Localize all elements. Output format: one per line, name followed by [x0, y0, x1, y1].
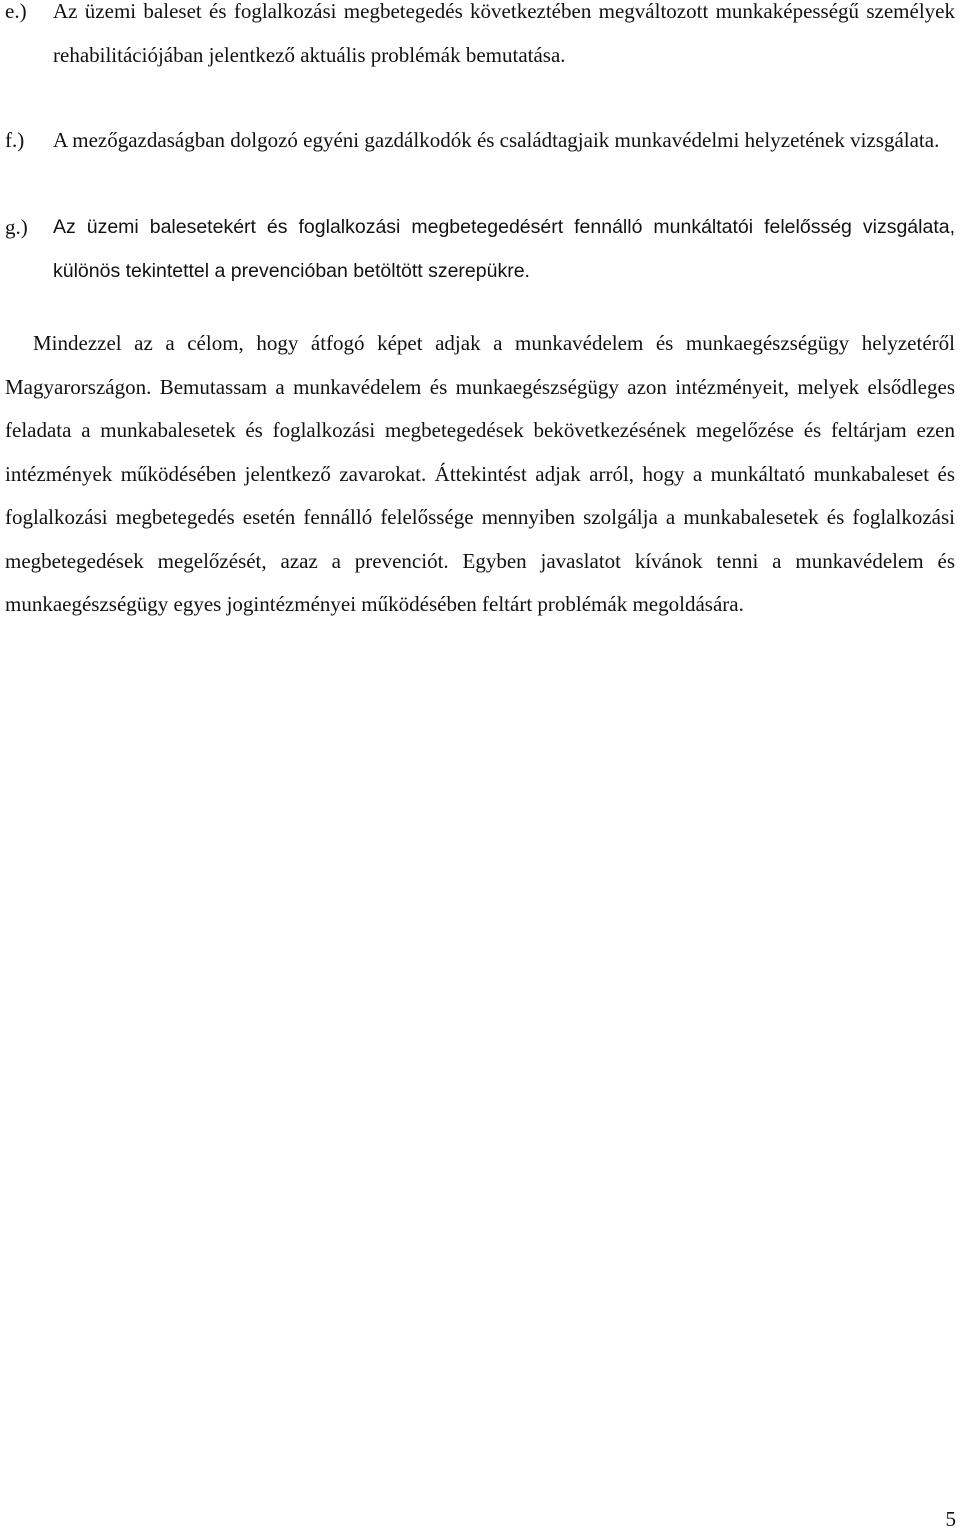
list-item-text: Az üzemi baleset és foglalkozási megbetegedés következtében megváltozott munkaképességű személyek rehabilitációjában jelentkező aktuális problémák bemutatása. — [53, 0, 955, 67]
list-item-text: Az üzemi balesetekért és foglalkozási megbetegedésért fennálló munkáltatói felelősség vizsgálata, különös tekintettel a prevencióban betöltött szerepükre. — [53, 216, 955, 282]
list-marker: e.) — [5, 0, 27, 23]
body-paragraph: Mindezzel az a célom, hogy átfogó képet adjak a munkavédelem és munkaegészségügy helyzetéről Magyarországon. Bemutassam a munkavédelem és munkaegészségügy azon intézményeit, melyek elsődleges feladata a munkabalesetek és foglalkozási megbetegedések bekövetkezésének megelőzése és feltárjam ezen intézmények működésében jelentkező zavarokat. Áttekintést adjak arról, hogy a munkáltató munkabaleset és foglalkozási megbetegedés esetén fennálló felelőssége mennyiben szolgálja a munkabalesetek és foglalkozási megbetegedések megelőzését, azaz a prevenciót. Egyben javaslatot kívánok tenni a munkavédelem és munkaegészségügy egyes jogintézményei működésében feltárt problémák megoldására. — [5, 331, 955, 616]
list-marker: f.) — [5, 128, 25, 152]
list-item-text: A mezőgazdaságban dolgozó egyéni gazdálkodók és családtagjaik munkavédelmi helyzetének vizsgálata. — [53, 128, 940, 152]
list-item-g — [5, 206, 955, 293]
list-item-e — [5, 0, 955, 77]
page-number: 5 — [945, 1507, 956, 1531]
list-item-f — [5, 119, 955, 163]
list-marker: g.) — [5, 215, 28, 239]
